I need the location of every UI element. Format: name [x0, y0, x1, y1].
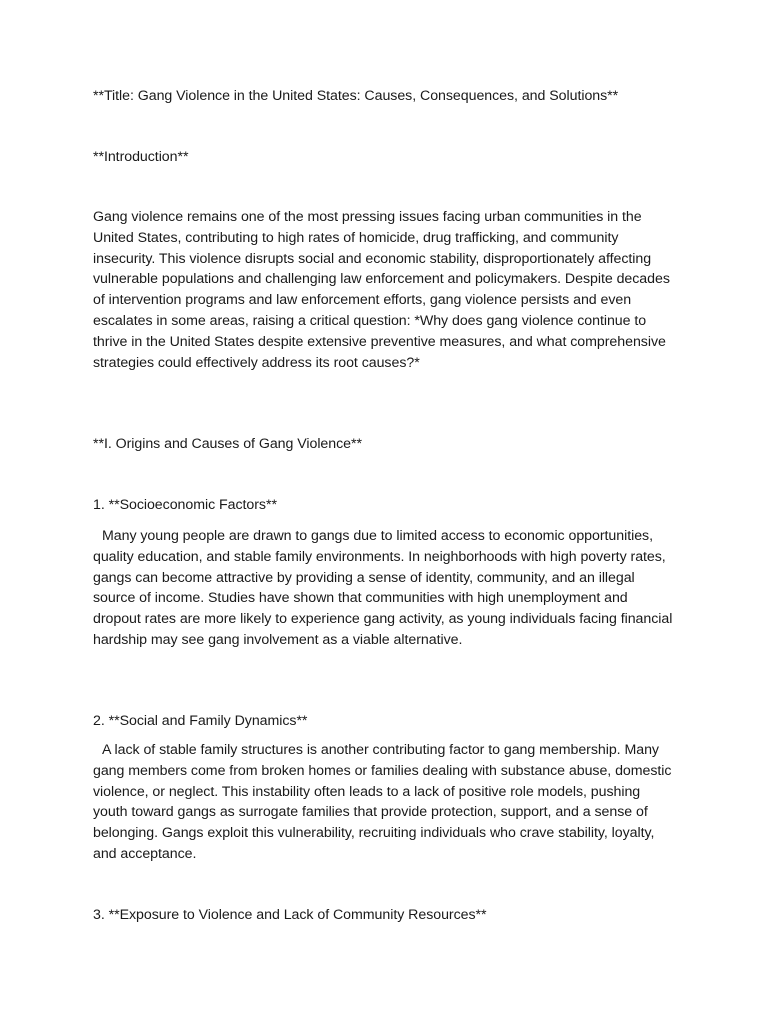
section-heading: **I. Origins and Causes of Gang Violence**: [93, 436, 362, 452]
subsection-heading-family: 2. **Social and Family Dynamics**: [93, 713, 308, 729]
subsection-paragraph-family: A lack of stable family structures is another contributing factor to gang membership. Many gang members come from broken homes or families dealing with substance abuse, domestic violence, or neglect. This instability often leads to a lack of positive role models, pushing youth toward gangs as surrogate families that provide protection, support, and a sense of belonging. Gangs exploit this vulnerability, recruiting individuals who crave stability, loyalty, and acceptance.: [93, 742, 672, 862]
subsection-heading-socioeconomic: 1. **Socioeconomic Factors**: [93, 497, 277, 513]
intro-paragraph: Gang violence remains one of the most pressing issues facing urban communities in the United States, contributing to high rates of homicide, drug trafficking, and community insecurity. This violence disrupts social and economic stability, disproportionately affecting vulnerable populations and challenging law enforcement and policymakers. Despite decades of intervention programs and law enforcement efforts, gang violence persists and even escalates in some areas, raising a critical question: *Why does gang violence continue to thrive in the United States despite extensive preventive measures, and what comprehensive strategies could effectively address its root causes?*: [93, 209, 670, 371]
intro-heading: **Introduction**: [93, 149, 189, 165]
subsection-heading-exposure: 3. **Exposure to Violence and Lack of Community Resources**: [93, 907, 487, 923]
subsection-paragraph-socioeconomic: Many young people are drawn to gangs due to limited access to economic opportunities, quality education, and stable family environments. In neighborhoods with high poverty rates, gangs can become attractive by providing a sense of identity, community, and an illegal source of income. Studies have shown that communities with high unemployment and dropout rates are more likely to experience gang activity, as young individuals facing financial hardship may see gang involvement as a viable alternative.: [93, 528, 673, 648]
document-title: **Title: Gang Violence in the United States: Causes, Consequences, and Solutions**: [93, 88, 619, 104]
